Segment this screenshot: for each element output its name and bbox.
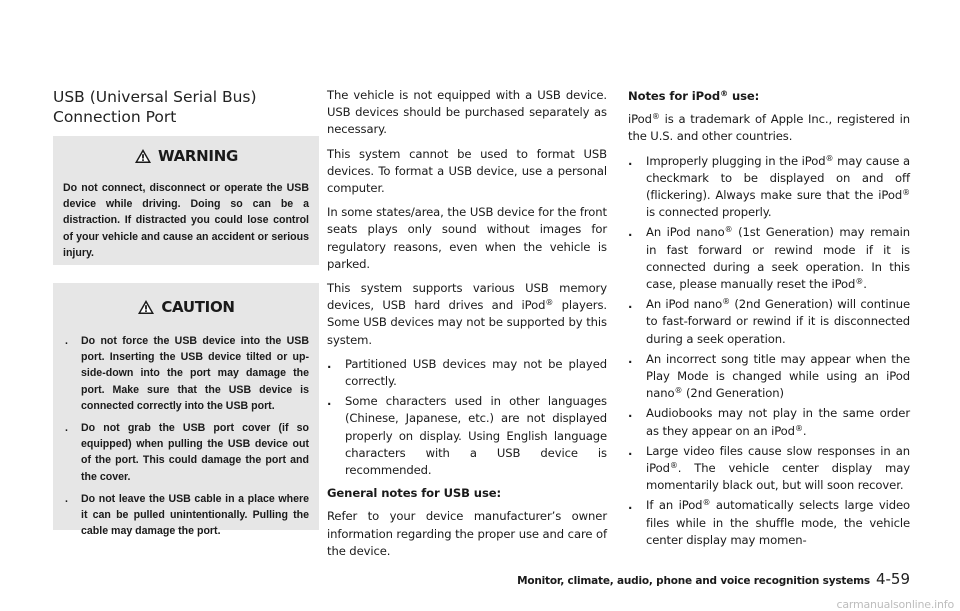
column-3-text	[628, 88, 910, 555]
list-item: . Some characters used in other languages (Chinese, Japanese, etc.) are not displayed properly on display. Using English language characters with a USB device is recommended.	[327, 394, 607, 478]
watermark: carmanualsonline.info	[836, 598, 954, 611]
caution-header	[53, 297, 319, 317]
ipod-notes-list	[628, 153, 910, 549]
list-item: . An incorrect song title may appear when the Play Mode is changed while using an iPod nano® (2nd Generation)	[628, 351, 910, 401]
paragraph: This system supports various USB memory devices, USB hard drives and iPod® players. Some USB devices may not be supported by this system.	[327, 281, 607, 347]
caution-box	[53, 283, 319, 538]
page-footer	[517, 570, 910, 588]
column-2-text	[327, 87, 607, 567]
list-item: . If an iPod® automatically selects large video files while in the shuffle mode, the vehicle center display may momen-	[628, 498, 911, 547]
list-item: . Partitioned USB devices may not be played correctly.	[327, 356, 607, 389]
section-title: USB (Universal Serial Bus) Connection Port	[53, 88, 257, 126]
paragraph: The vehicle is not equipped with a USB device. USB devices should be purchased separately as necessary.	[327, 88, 607, 137]
caution-item: . Do not force the USB device into the USB port. Inserting the USB device tilted or up-side-down into the port may damage the port. Make sure that the USB device is connected correctly into the USB port.	[65, 335, 309, 412]
caution-triangle-icon	[137, 299, 155, 315]
warning-header	[53, 146, 319, 166]
bullet-mark: .	[65, 422, 68, 435]
ipod-notes-heading: Notes for iPod® use:	[628, 89, 760, 103]
paragraph: In some states/area, the USB device for the front seats plays only sound without images for regulatory reasons, even when the vehicle is parked.	[327, 205, 607, 271]
warning-label: WARNING	[158, 147, 238, 165]
caution-label: CAUTION	[161, 298, 235, 316]
caution-list	[63, 333, 309, 539]
caution-item: . Do not grab the USB port cover (if so equipped) when pulling the USB device out of the port. This could damage the port and the cover.	[65, 422, 309, 483]
warning-text: Do not connect, disconnect or operate the USB device while driving. Doing so can be a distraction. If distracted you could lose control of your vehicle and cause an accident or serious injury.	[63, 182, 309, 259]
paragraph: This system cannot be used to format USB devices. To format a USB device, use a personal computer.	[327, 146, 607, 196]
page-number: 4-59	[875, 570, 910, 588]
bullet-mark: .	[65, 492, 68, 505]
footer-section-title: Monitor, climate, audio, phone and voice recognition systems	[517, 575, 870, 587]
warning-triangle-icon	[134, 148, 152, 164]
list-item: . An iPod nano® (2nd Generation) will continue to fast-forward or rewind if it is disconnected during a seek operation.	[628, 297, 910, 346]
list-item: . An iPod nano® (1st Generation) may remain in fast forward or rewind mode if it is connected during a seek operation. In this case, please manually reset the iPod®.	[628, 225, 910, 292]
list-item: . Improperly plugging in the iPod® may cause a checkmark to be displayed on and off (flickering). Always make sure that the iPod® is connected properly.	[628, 153, 910, 220]
paragraph: Refer to your device manufacturer’s owner information regarding the proper use and care of the device.	[327, 509, 607, 558]
paragraph: iPod® is a trademark of Apple Inc., registered in the U.S. and other countries.	[628, 112, 910, 144]
caution-item: . Do not leave the USB cable in a place where it can be pulled unintentionally. Pulling the cable may damage the port.	[65, 492, 309, 538]
general-notes-heading: General notes for USB use:	[327, 486, 502, 501]
list-item: . Large video files cause slow responses in an iPod®. The vehicle center display may momentarily black out, but will soon recover.	[628, 443, 910, 493]
warning-box	[53, 136, 319, 265]
list-item: . Audiobooks may not play in the same order as they appear on an iPod®.	[628, 406, 910, 438]
usb-notes-list	[327, 356, 607, 479]
bullet-mark: .	[65, 335, 68, 347]
